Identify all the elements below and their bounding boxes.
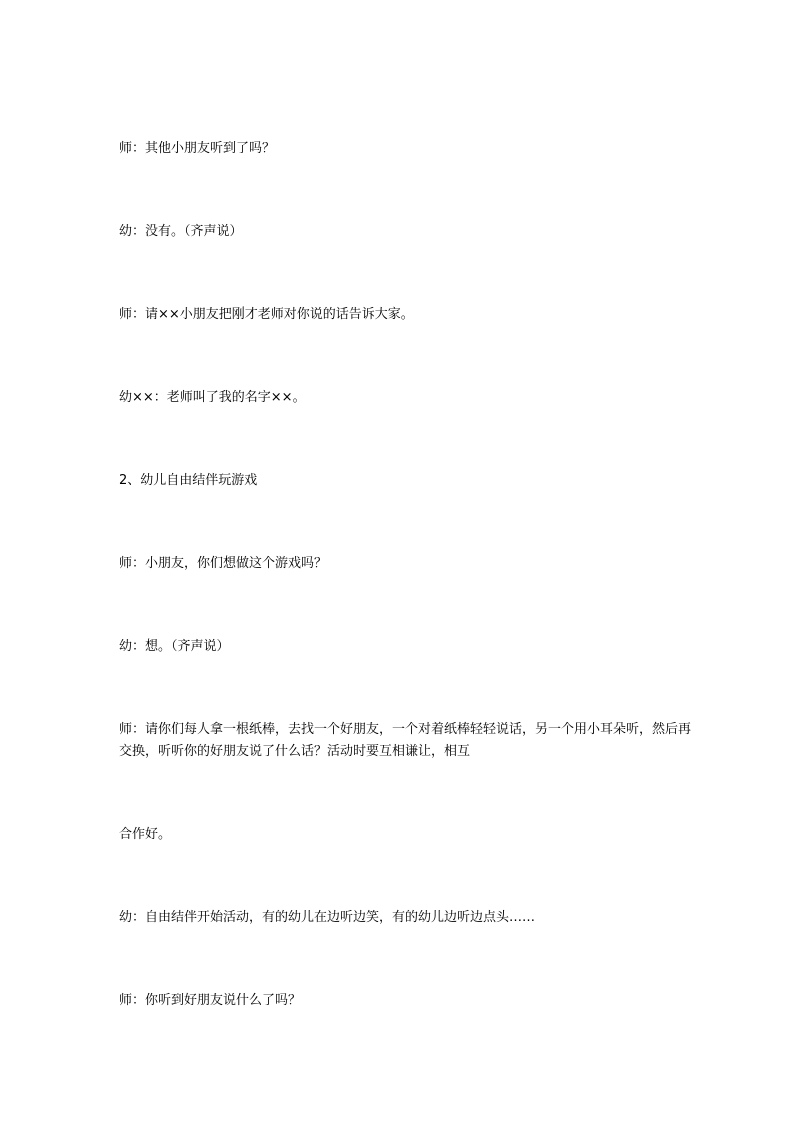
paragraph-teacher-instructions: 师：请你们每人拿一根纸棒，去找一个好朋友，一个对着纸棒轻轻说话，另一个用小耳朵听，然后再交换，听听你的好朋友说了什么话？活动时要互相谦让，相互 (119, 722, 692, 759)
paragraph-teacher-question: 师：其他小朋友听到了吗？ (119, 141, 276, 156)
paragraph-children-agree: 幼：想。（齐声说） (119, 639, 230, 654)
paragraph-children-reply: 幼：没有。（齐声说） (119, 224, 243, 239)
paragraph-teacher-invite: 师：小朋友，你们想做这个游戏吗？ (119, 556, 328, 571)
paragraph-teacher-followup: 师：你听到好朋友说什么了吗？ (119, 993, 302, 1008)
section-heading: 2、幼儿自由结伴玩游戏 (119, 473, 258, 488)
paragraph-continuation: 合作好。 (119, 827, 172, 842)
paragraph-teacher-request: 师：请××小朋友把刚才老师对你说的话告诉大家。 (119, 307, 414, 322)
paragraph-child-answer: 幼××：老师叫了我的名字××。 (119, 390, 306, 405)
paragraph-children-activity: 幼：自由结伴开始活动，有的幼儿在边听边笑，有的幼儿边听边点头…… (119, 910, 536, 925)
